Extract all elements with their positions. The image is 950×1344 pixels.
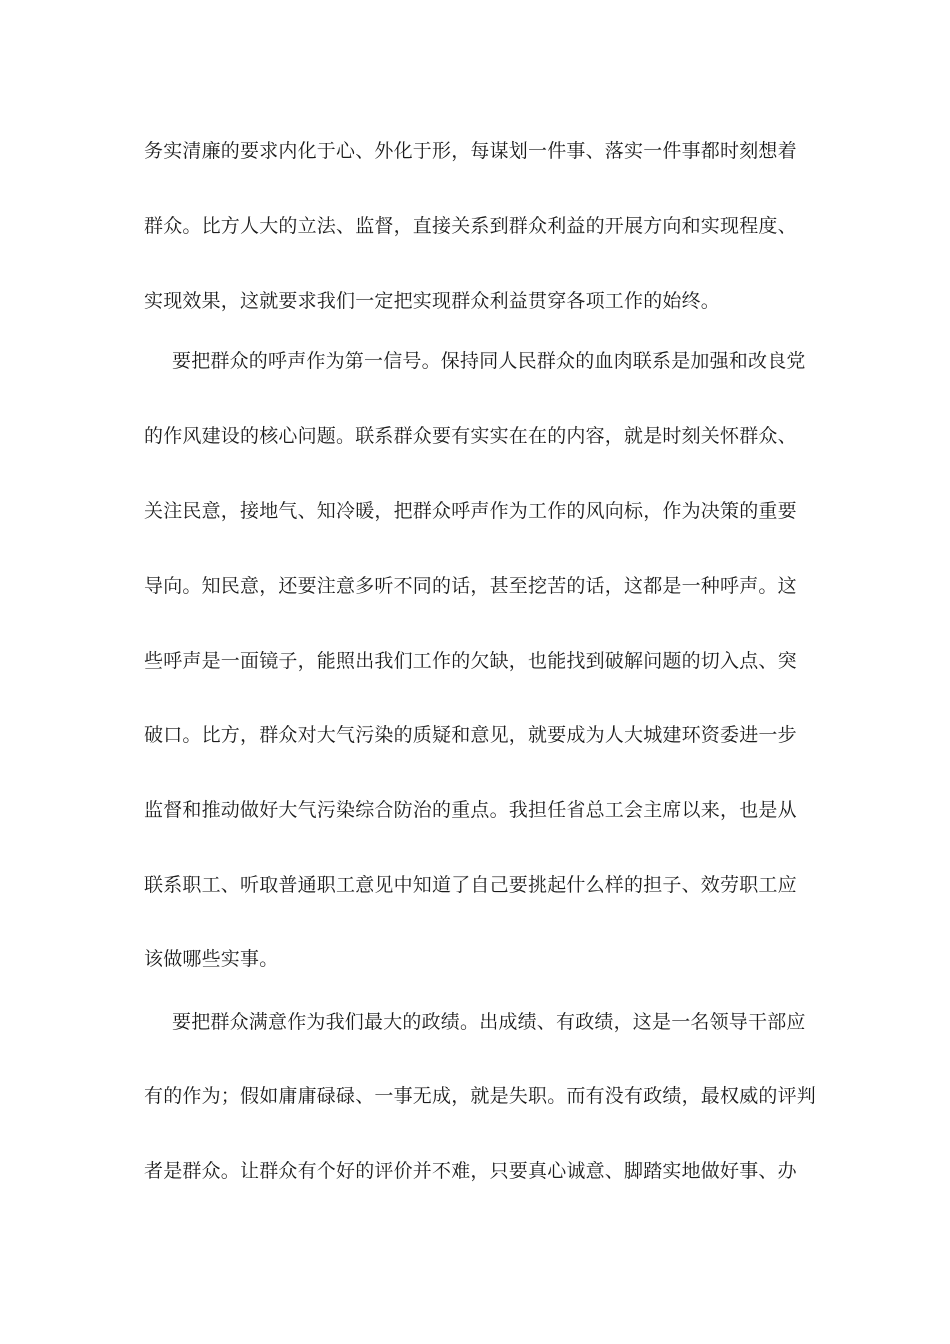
text-line: 导向。知民意，还要注意多听不同的话，甚至挖苦的话，这都是一种呼声。这 <box>144 575 797 597</box>
text-line: 关注民意，接地气、知冷暖，把群众呼声作为工作的风向标，作为决策的重要 <box>144 500 797 522</box>
paragraph-first-line: 要把群众的呼声作为第一信号。保持同人民群众的血肉联系是加强和改良党 <box>172 350 806 372</box>
text-line: 监督和推动做好大气污染综合防治的重点。我担任省总工会主席以来，也是从 <box>144 799 797 821</box>
text-line: 务实清廉的要求内化于心、外化于形，每谋划一件事、落实一件事都时刻想着 <box>144 140 797 162</box>
text-line: 有的作为；假如庸庸碌碌、一事无成，就是失职。而有没有政绩，最权威的评判 <box>144 1085 817 1107</box>
text-line: 的作风建设的核心问题。联系群众要有实实在在的内容，就是时刻关怀群众、 <box>144 425 797 447</box>
text-line: 者是群众。让群众有个好的评价并不难，只要真心诚意、脚踏实地做好事、办 <box>144 1160 797 1182</box>
text-line: 群众。比方人大的立法、监督，直接关系到群众利益的开展方向和实现程度、 <box>144 215 797 237</box>
text-line: 联系职工、听取普通职工意见中知道了自己要挑起什么样的担子、效劳职工应 <box>144 874 797 896</box>
text-line: 些呼声是一面镜子，能照出我们工作的欠缺，也能找到破解问题的切入点、突 <box>144 650 797 672</box>
text-line: 实现效果，这就要求我们一定把实现群众利益贯穿各项工作的始终。 <box>144 290 721 312</box>
paragraph-first-line: 要把群众满意作为我们最大的政绩。出成绩、有政绩，这是一名领导干部应 <box>172 1011 806 1033</box>
text-line: 破口。比方，群众对大气污染的质疑和意见，就要成为人大城建环资委进一步 <box>144 724 797 746</box>
text-line: 该做哪些实事。 <box>144 948 279 970</box>
